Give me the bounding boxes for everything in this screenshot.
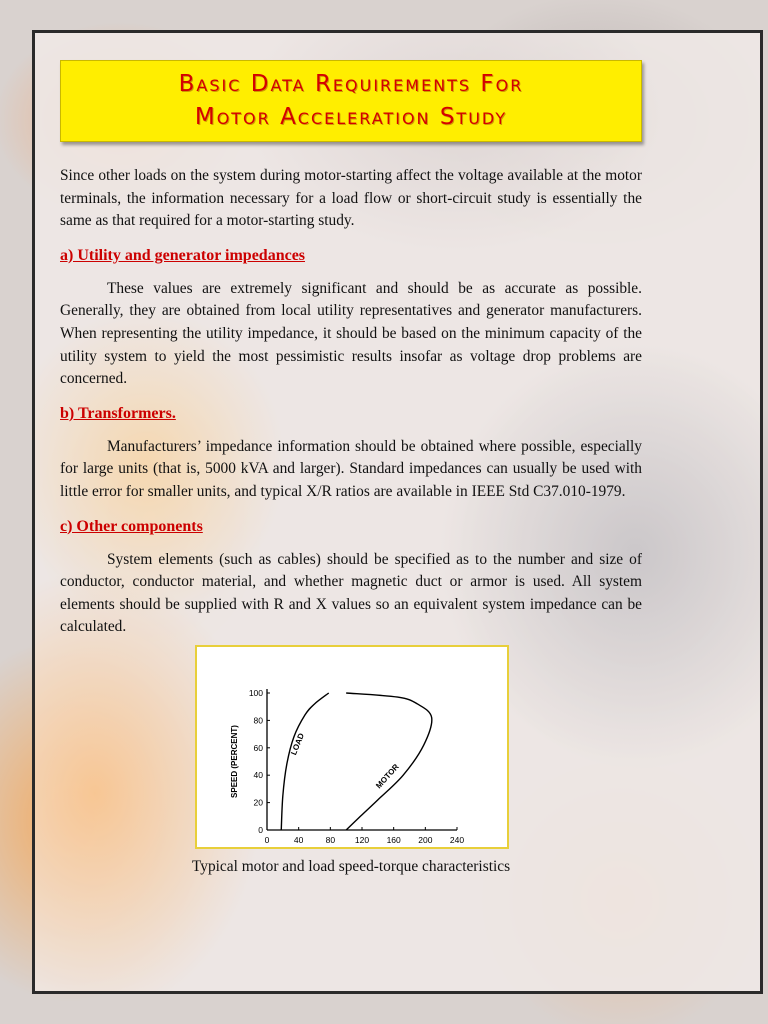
series-line-motor	[346, 693, 432, 830]
x-tick-label: 200	[418, 835, 433, 845]
title-line-1: Basic Data Requirements For	[178, 71, 524, 97]
y-tick-label: 40	[253, 770, 263, 781]
intro-paragraph: Since other loads on the system during motor-starting affect the voltage available at the motor terminals, the information necessary for a load flow or short-circuit study is essentially the same as that required for a motor-starting study.	[60, 167, 642, 230]
x-tick-label: 40	[293, 835, 304, 845]
x-tick-label: 120	[354, 835, 370, 845]
y-tick-label: 0	[258, 825, 263, 835]
section-body-other-components: System elements (such as cables) should be specified as to the number and size of conductor, conductor material, and whether magnetic duct or armor is used. All system elements should be supplied with R and X values so an equivalent system impedance can be calculated.	[60, 550, 642, 636]
x-tick-label: 160	[386, 835, 401, 845]
title-banner	[60, 60, 642, 142]
y-tick-label: 80	[253, 715, 263, 726]
x-tick-label: 0	[264, 835, 270, 845]
section-heading-other-components: c) Other components	[60, 517, 203, 535]
figure-caption: Typical motor and load speed-torque characteristics	[191, 858, 511, 875]
section-body-utility: These values are extremely significant and should be as accurate as possible. Generally, they are obtained from local utility representatives and generator manufacturers. When representing the utility impedance, it should be based on the minimum capacity of the utility system to yield the most pessimistic results insofar as voltage drop problems are concerned.	[60, 279, 642, 388]
y-tick-label: 60	[253, 742, 263, 753]
document-body	[60, 165, 642, 639]
y-tick-label: 100	[248, 688, 263, 698]
speed-torque-chart	[197, 647, 507, 847]
y-tick-label: 20	[253, 797, 263, 808]
x-tick-label: 80	[325, 835, 336, 845]
series-label-load: LOAD	[289, 731, 307, 757]
x-tick-label: 240	[449, 835, 465, 845]
series-line-load	[281, 693, 329, 830]
speed-torque-figure	[195, 645, 509, 849]
section-body-transformers: Manufacturers’ impedance information should be obtained where possible, especially for large units (that is, 5000 kVA and larger). Standard impedances can usually be used with little error for smaller units, and typical X/R ratios are available in IEEE Std C37.010-1979.	[60, 437, 642, 500]
y-axis-label: SPEED (PERCENT)	[230, 725, 239, 798]
section-heading-transformers: b) Transformers.	[60, 404, 176, 422]
series-label-motor: MOTOR	[374, 762, 401, 791]
section-heading-utility: a) Utility and generator impedances	[60, 246, 306, 264]
title-line-2: Motor Acceleration Study	[194, 104, 508, 130]
